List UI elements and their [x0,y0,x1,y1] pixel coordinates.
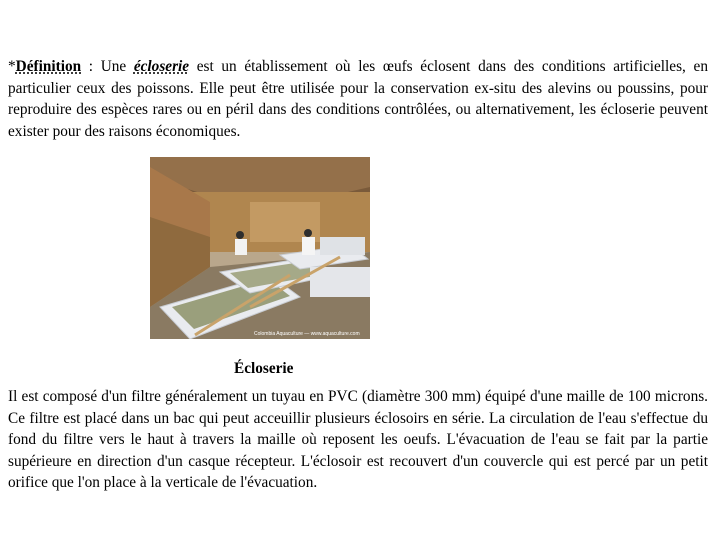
definition-prefix: * [8,58,16,75]
tank-right-stack [320,237,365,255]
photo-watermark: Colombia Aquaculture — www.aquaculture.com [254,331,360,337]
worker-head [236,231,244,239]
definition-word: écloserie [133,58,190,75]
hatchery-photo [150,157,370,339]
photo-caption: Écloserie [234,360,294,377]
hatchery-illustration [150,157,370,339]
definition-separator: : Une [81,58,134,75]
tank-right [310,267,370,297]
definition-term: Définition [15,58,82,75]
worker-body [235,239,247,255]
definition-paragraph [8,56,708,142]
worker-head [304,229,312,237]
definition-text: est un établissement où les œufs éclosent dans des conditions artificielles, en particulier ceux des poissons. Elle peut être utilisée pour la conservation ex-situ des alevins ou poussins, pour reproduire des espèces rares ou en péril dans des conditions contrôlées, ou alternativement, les écloserie peuvent exister pour des raisons économiques. [8,58,708,140]
description-paragraph: Il est composé d'un filtre généralement un tuyau en PVC (diamètre 300 mm) équipé d'une maille de 100 microns. Ce filtre est placé dans un bac qui peut acceuillir plusieurs éclosoirs en série. La circulation de l'eau s'effectue du fond du filtre vers le haut à travers la maille où reposent les oeufs. L'évacuation de l'eau se fait par la partie supérieure en direction d'un casque récepteur. L'éclosoir est recouvert d'un couvercle qui est percé par un petit orifice que l'on place à la verticale de l'évacuation. [8,388,708,491]
worker-body [302,237,315,255]
